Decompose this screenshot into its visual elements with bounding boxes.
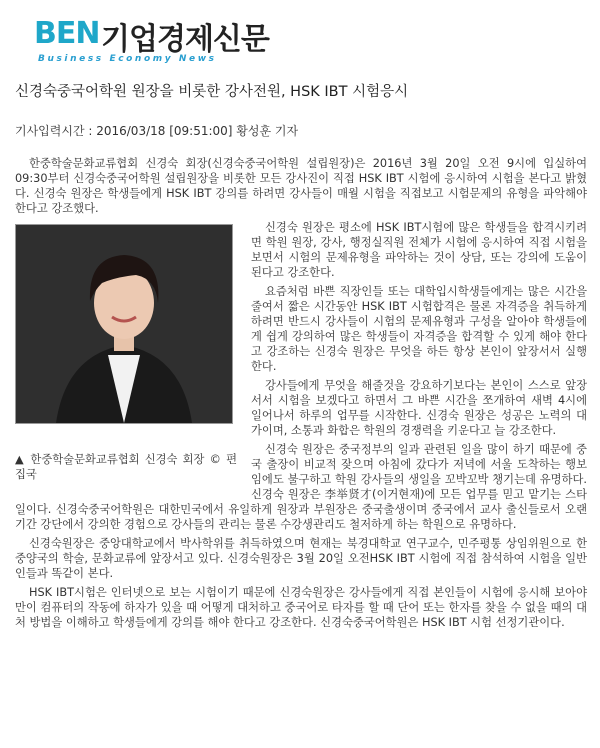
logo-tagline: Business Economy News [38, 54, 217, 64]
article-paragraph: 요즘처럼 바쁜 직장인들 또는 대학입시학생들에게는 많은 시간을 줄여서 짧은 시간동안 HSK IBT 시험합격은 물론 자격증을 취득하게 하려면 반드시 강사들이 시험의 문제유형과 구성을 알아야 학생들에게 쉽게 강의하여 많은 학생들이 자격증을 합격할 수 있게 해야 한다고 강조하는 신경숙 원장은 무엇을 하든 항상 본인이 앞장서서 실행한다. [251, 285, 587, 373]
photo-box [15, 224, 237, 482]
portrait-photo [15, 224, 233, 424]
logo-ben[interactable]: BEN [34, 16, 100, 51]
article-paragraph: 신경숙 원장은 중국정부의 일과 관련된 일을 많이 하기 때문에 중국 출장이 비교적 잦으며 아침에 갔다가 저녁에 서울 도착하는 행보임에도 불구하고 학원 강사들의 생일을 꼬박꼬박 챙기는데 유명하다. 신경숙 원장은 李举贤才(이거현재)에 모든 업무를 믿고 맡기는 스타일이다. 신경숙중국어학원은 대한민국에서 유일하게 원장과 부원장은 중국출생이며 중국에서 교사 출신들로서 오랜 기간 강단에서 강의한 경험으로 강사들의 관리는 물론 수강생관리도 철저하게 하는 학원으로 유명하다. [15, 443, 587, 531]
article-headline: 신경숙중국어학원 원장을 비롯한 강사전원, HSK IBT 시험응시 [15, 84, 409, 100]
logo-korean-title[interactable]: 기업경제신문 [101, 22, 269, 57]
article-byline: 기사입력시간 : 2016/03/18 [09:51:00] 황성훈 기자 [15, 124, 299, 138]
article-paragraph: 신경숙원장은 중앙대학교에서 박사학위를 취득하였으며 현재는 북경대학교 연구교수, 민주평통 상임위원으로 한중양국의 학술, 문화교류에 앞장서고 있다. 신경숙원장은 3월 20일 오전HSK IBT 시험에 직접 참석하여 시험을 일반인들과 똑같이 본다. [15, 537, 587, 580]
article-paragraph: HSK IBT시험은 인터넷으로 보는 시험이기 때문에 신경숙원장은 강사들에게 직접 본인들이 시험에 응시해 보아야만이 컴퓨터의 작동에 하자가 있을 때 어떻게 대처하고 중국어로 타자를 할 때 단어 또는 한자를 찾을 수 없을 때의 대처 방법을 이해하고 학생들에게 강의를 해야 한다고 강조한다. 신경숙중국어학원은 HSK IBT 시험 선정기관이다. [15, 586, 587, 629]
article-paragraph: 한중학술문화교류협회 신경숙 회장(신경숙중국어학원 설립원장)은 2016년 3월 20일 오전 9시에 입실하여 09:30부터 신경숙중국어학원 설립원장을 비롯한 모든 강사진이 직접 HSK IBT 시험에 응시하여 시험을 본다고 밝혔다. 신경숙 원장은 학생들에게 HSK IBT 강의를 하려면 강사들이 매월 시험을 직접보고 시험문제의 유형을 파악해야 한다고 강조했다. [15, 157, 587, 215]
article-paragraph: 강사들에게 무엇을 해줄것을 강요하기보다는 본인이 스스로 앞장서서 시험을 보겠다고 하면서 그 바쁜 시간을 쪼개하여 새벽 4시에 일어나서 하루의 업무를 시작한다. 신경숙 원장은 성공은 노력의 대가이며, 소통과 화합은 학원의 경쟁력을 키운다고 늘 강조한다. [251, 379, 587, 437]
masthead [34, 14, 294, 70]
photo-caption: ▲ 한중학술문화교류협회 신경숙 회장 © 편집국 [15, 453, 237, 481]
portrait-illustration [16, 225, 232, 423]
article-paragraph: 신경숙 원장은 평소에 HSK IBT시험에 많은 학생들을 합격시키려면 학원 원장, 강사, 행정실직원 전체가 시험에 응시하여 직접 시험을 보면서 시험의 문제유형을 파악하는 것이 상담, 또는 강의에 도움이 된다고 강조한다. [251, 221, 587, 279]
article-body [15, 156, 587, 634]
